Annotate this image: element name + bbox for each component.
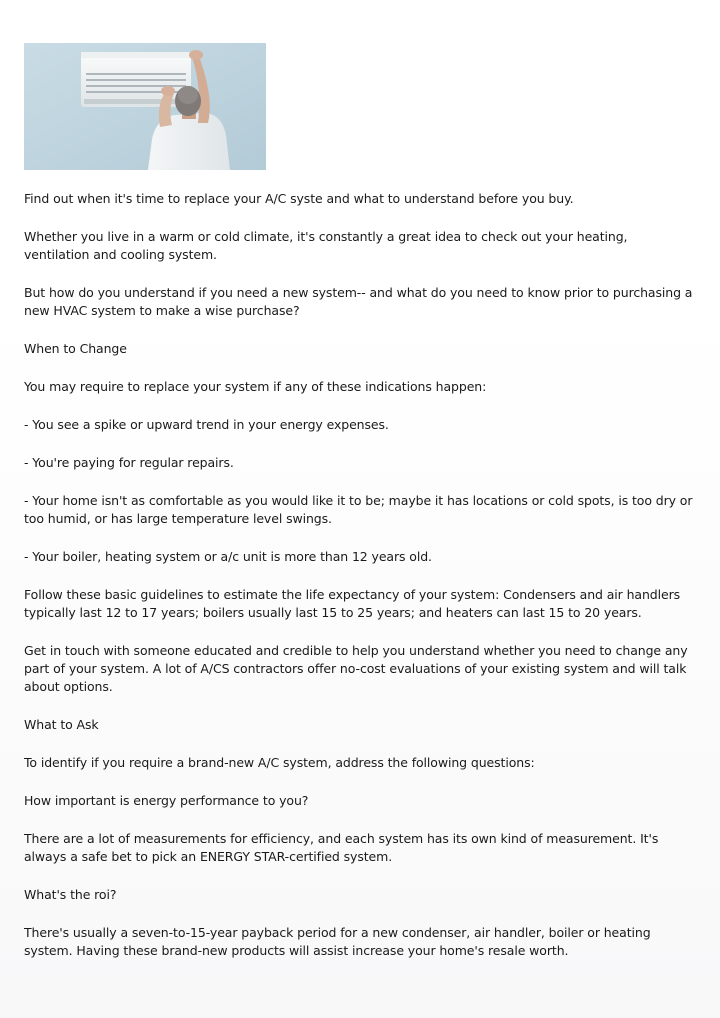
article-body	[24, 190, 696, 980]
identify-paragraph: To identify if you require a brand-new A/C system, address the following questions:	[24, 755, 535, 770]
list-item: - You see a spike or upward trend in your energy expenses.	[24, 417, 389, 432]
question-roi: What's the roi?	[24, 887, 117, 902]
efficiency-paragraph: There are a lot of measurements for efficiency, and each system has its own kind of measurement. It's always a safe bet to pick an ENERGY STAR-certified system.	[24, 831, 659, 864]
list-item: - Your home isn't as comfortable as you would like it to be; maybe it has locations or cold spots, is too dry or too humid, or has large temperature level swings.	[24, 493, 693, 526]
section-heading-when-to-change: When to Change	[24, 341, 127, 356]
section-heading-what-to-ask: What to Ask	[24, 717, 99, 732]
indications-paragraph: You may require to replace your system if any of these indications happen:	[24, 379, 487, 394]
contact-paragraph: Get in touch with someone educated and credible to help you understand whether you need to change any part of your system. A lot of A/CS contractors offer no-cost evaluations of your existing system and will talk about options.	[24, 643, 688, 694]
climate-paragraph: Whether you live in a warm or cold climate, it's constantly a great idea to check out your heating, ventilation and cooling system.	[24, 229, 628, 262]
payback-paragraph: There's usually a seven-to-15-year payback period for a new condenser, air handler, boiler or heating system. Having these brand-new products will assist increase your home's resale worth.	[24, 925, 651, 958]
life-expectancy-paragraph: Follow these basic guidelines to estimate the life expectancy of your system: Condensers and air handlers typically last 12 to 17 years; boilers usually last 15 to 25 years; and heaters can last 15 to 20 years.	[24, 587, 681, 620]
intro-paragraph: Find out when it's time to replace your A/C syste and what to understand before you buy.	[24, 191, 574, 206]
list-item: - You're paying for regular repairs.	[24, 455, 234, 470]
question-energy: How important is energy performance to you?	[24, 793, 309, 808]
hero-photo	[24, 43, 266, 170]
question-paragraph: But how do you understand if you need a new system-- and what do you need to know prior to purchasing a new HVAC system to make a wise purchase?	[24, 285, 693, 318]
list-item: - Your boiler, heating system or a/c unit is more than 12 years old.	[24, 549, 432, 564]
